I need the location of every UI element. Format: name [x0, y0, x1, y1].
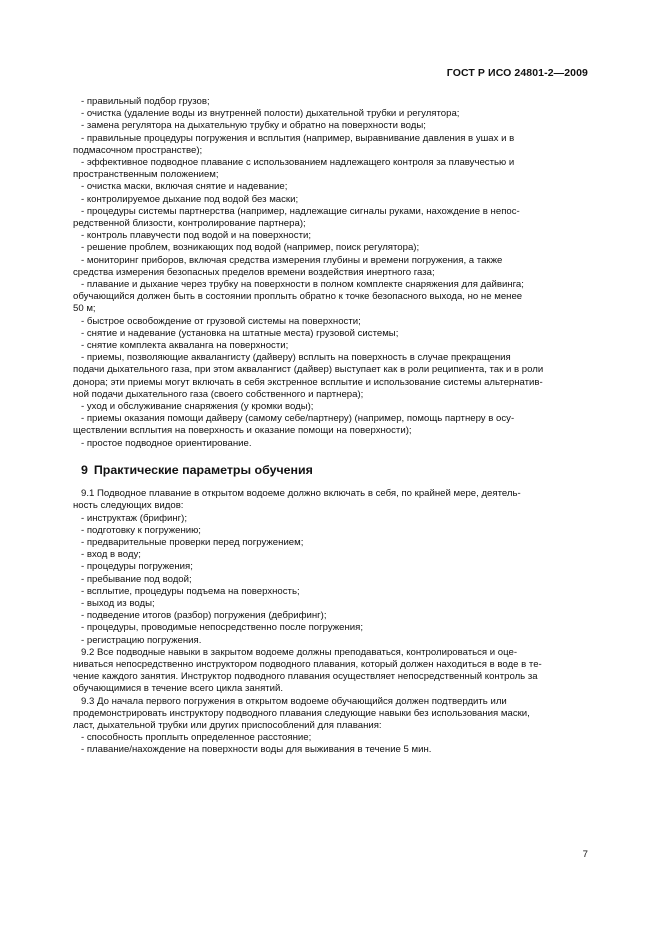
- page-number: 7: [582, 849, 588, 860]
- list-item: [73, 181, 589, 193]
- list-item: [73, 413, 589, 437]
- paragraph-text: [73, 696, 589, 733]
- line-first: 9.2 Все подводные навыки в закрытом водоеме должны преподаваться, контролироваться и оце-: [81, 646, 518, 658]
- line-continuation: средства измерения безопасных пределов времени воздействия инертного газа;: [73, 266, 435, 278]
- line-first: - контроль плавучести под водой и на поверхности;: [81, 230, 311, 242]
- line-continuation: донора; эти приемы могут включать в себя экстренное всплытие и использование системы альтернатив-: [73, 376, 543, 388]
- line-first: - снятие комплекта акваланга на поверхности;: [81, 340, 289, 352]
- line-first: - регистрацию погружения.: [81, 634, 202, 646]
- line-first: - пребывание под водой;: [81, 573, 192, 585]
- document-body: [73, 96, 589, 757]
- line-first: - выход из воды;: [81, 597, 155, 609]
- line-first: 9.1 Подводное плавание в открытом водоеме должно включать в себя, по крайней мере, деятель-: [81, 488, 521, 500]
- paragraph-9-2: [73, 647, 589, 696]
- list-item: [73, 732, 589, 744]
- activities-list: [73, 513, 589, 647]
- swim-skills-list: [73, 732, 589, 756]
- line-continuation: ласт, дыхательной трубки или других приспособлений для плавания:: [73, 719, 382, 731]
- line-first: - процедуры погружения;: [81, 561, 193, 573]
- paragraph-text: [73, 488, 589, 512]
- line-first: - плавание и дыхание через трубку на поверхности в полном комплекте снаряжения для дайвинга;: [81, 279, 524, 291]
- list-item: [73, 133, 589, 157]
- list-item: [73, 279, 589, 316]
- paragraph-9-3: [73, 696, 589, 733]
- section-heading: [81, 464, 589, 476]
- line-continuation: ной подачи дыхательного газа (своего собственного и партнера);: [73, 388, 364, 400]
- list-item: [73, 438, 589, 450]
- line-first: - правильный подбор грузов;: [81, 96, 210, 107]
- line-continuation: чение каждого занятия. Инструктор подводного плавания осуществляет непосредственный контроль за: [73, 671, 538, 683]
- line-first: - инструктаж (брифинг);: [81, 512, 188, 524]
- line-first: - замена регулятора на дыхательную трубку и обратно на поверхности воды;: [81, 120, 426, 132]
- line-first: - снятие и надевание (установка на штатные места) грузовой системы;: [81, 327, 399, 339]
- list-item: [73, 340, 589, 352]
- list-item: [73, 96, 589, 108]
- list-item: [73, 513, 589, 525]
- list-item: [73, 537, 589, 549]
- list-item: [73, 525, 589, 537]
- list-item: [73, 194, 589, 206]
- line-first: - подведение итогов (разбор) погружения (дебрифинг);: [81, 610, 327, 622]
- line-continuation: ществлении всплытия на поверхность и оказание помощи на поверхности);: [73, 425, 412, 437]
- line-continuation: редственной близости, контролирование партнера);: [73, 218, 306, 230]
- line-first: - мониторинг приборов, включая средства измерения глубины и времени погружения, а также: [81, 254, 503, 266]
- line-first: - процедуры, проводимые непосредственно после погружения;: [81, 622, 364, 634]
- list-item: [73, 586, 589, 598]
- document-header: ГОСТ Р ИСО 24801-2—2009: [446, 67, 588, 79]
- list-item: [73, 120, 589, 132]
- list-item: [73, 574, 589, 586]
- line-continuation: обучающимися в течение всего цикла занятий.: [73, 683, 284, 695]
- line-first: - приемы оказания помощи дайверу (самому себе/партнеру) (например, помощь партнеру в осу-: [81, 413, 515, 425]
- list-item: [73, 255, 589, 279]
- line-first: - подготовку к погружению;: [81, 524, 201, 536]
- line-continuation: ниваться непосредственно инструктором подводного плавания, который должен находиться в воде в те-: [73, 658, 542, 670]
- line-first: - уход и обслуживание снаряжения (у кромки воды);: [81, 401, 314, 413]
- section-number: 9: [81, 462, 88, 477]
- list-item: [73, 157, 589, 181]
- list-item: [73, 230, 589, 242]
- line-first: - очистка (удаление воды из внутренней полости) дыхательной трубки и регулятора;: [81, 108, 460, 120]
- list-item: [73, 352, 589, 401]
- line-first: - вход в воду;: [81, 549, 141, 561]
- line-first: - очистка маски, включая снятие и надевание;: [81, 181, 288, 193]
- line-continuation: подмасочном пространстве);: [73, 144, 203, 156]
- line-continuation: 50 м;: [73, 303, 96, 315]
- line-first: - способность проплыть определенное расстояние;: [81, 732, 312, 744]
- line-first: - правильные процедуры погружения и всплытия (например, выравнивание давления в ушах и в: [81, 132, 515, 144]
- list-item: [73, 561, 589, 573]
- line-first: - контролируемое дыхание под водой без маски;: [81, 193, 299, 205]
- line-first: - всплытие, процедуры подъема на поверхность;: [81, 585, 300, 597]
- list-item: [73, 108, 589, 120]
- line-continuation: ность следующих видов:: [73, 500, 184, 512]
- list-item: [73, 549, 589, 561]
- line-first: - предварительные проверки перед погружением;: [81, 536, 304, 548]
- line-first: - процедуры системы партнерства (например, надлежащие сигналы руками, нахождение в непос-: [81, 205, 520, 217]
- list-item: [73, 206, 589, 230]
- list-item: [73, 635, 589, 647]
- line-first: - решение проблем, возникающих под водой (например, поиск регулятора);: [81, 242, 420, 254]
- line-continuation: продемонстрировать инструктору подводного плавания следующие навыки без использования маски,: [73, 707, 530, 719]
- line-continuation: обучающийся должен быть в состоянии проплыть обратно к точке безопасного выхода, но не менее: [73, 291, 523, 303]
- section-title: Практические параметры обучения: [93, 462, 313, 477]
- line-continuation: пространственным положением;: [73, 169, 219, 181]
- list-item: [73, 622, 589, 634]
- list-item: [73, 401, 589, 413]
- paragraph-text: [73, 647, 589, 696]
- line-continuation: подачи дыхательного газа, при этом аквалангист (дайвер) выступает как в роли реципиента, так и в роли: [73, 364, 544, 376]
- line-first: 9.3 До начала первого погружения в открытом водоеме обучающийся должен подтвердить или: [81, 695, 507, 707]
- line-first: - приемы, позволяющие аквалангисту (дайверу) всплыть на поверхность в случае прекращения: [81, 352, 511, 364]
- line-first: - плавание/нахождение на поверхности воды для выживания в течение 5 мин.: [81, 744, 432, 756]
- list-item: [73, 242, 589, 254]
- list-item: [73, 744, 589, 756]
- line-first: - эффективное подводное плавание с использованием надлежащего контроля за плавучестью и: [81, 157, 515, 169]
- line-first: - простое подводное ориентирование.: [81, 437, 252, 449]
- list-item: [73, 316, 589, 328]
- list-item: [73, 598, 589, 610]
- skills-list: [73, 96, 589, 450]
- list-item: [73, 328, 589, 340]
- paragraph-9-1: [73, 488, 589, 512]
- line-first: - быстрое освобождение от грузовой системы на поверхности;: [81, 315, 361, 327]
- list-item: [73, 610, 589, 622]
